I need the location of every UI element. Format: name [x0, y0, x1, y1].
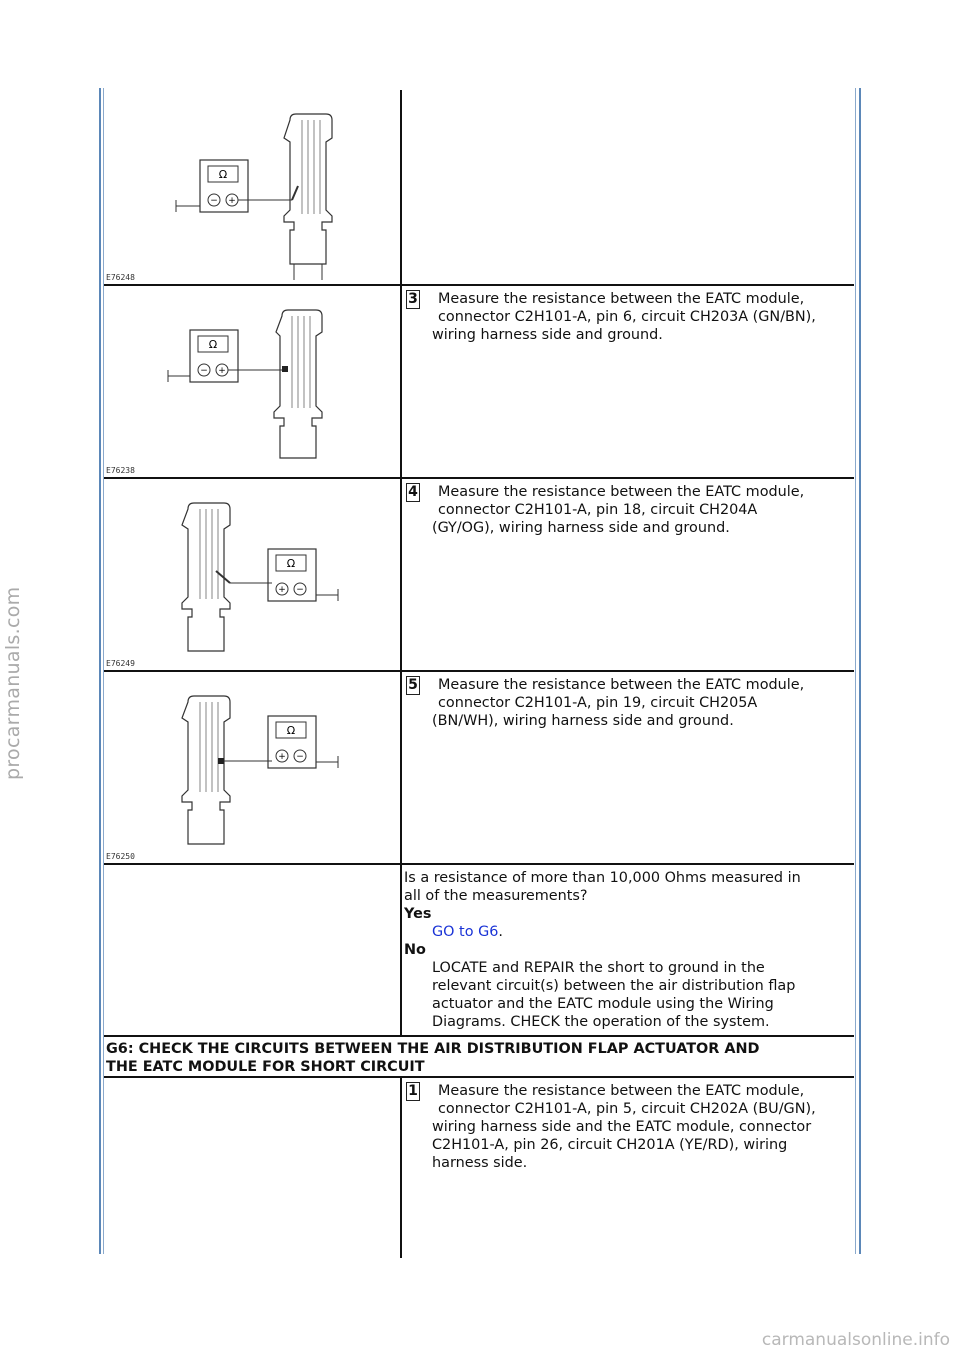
- step-text: [432, 290, 852, 344]
- connector-diagram-e76249: [104, 479, 400, 670]
- svg-text:−: −: [200, 366, 208, 376]
- svg-text:+: +: [278, 752, 286, 762]
- question-cell: [402, 865, 854, 1035]
- section-heading-line: THE EATC MODULE FOR SHORT CIRCUIT: [106, 1059, 425, 1075]
- table-row: [104, 479, 854, 672]
- svg-text:−: −: [296, 585, 304, 595]
- figure-cell: [104, 672, 402, 863]
- svg-text:Ω: Ω: [286, 557, 296, 570]
- step-text: [432, 1082, 852, 1172]
- no-line: actuator and the EATC module using the Wiring: [432, 996, 774, 1012]
- step-cell: [402, 672, 854, 863]
- step-line: (GY/OG), wiring harness side and ground.: [432, 520, 730, 536]
- step-number: 5: [406, 676, 420, 695]
- side-watermark: procarmanuals.com: [2, 586, 24, 780]
- procedure-table: [104, 90, 854, 1258]
- connector-diagram-e76250: [104, 672, 400, 863]
- step-number: 1: [406, 1082, 420, 1101]
- step-line: Measure the resistance between the EATC module,: [438, 677, 805, 693]
- frame-right-inner: [855, 88, 856, 1254]
- connector-diagram-e76238: [104, 286, 400, 477]
- table-row: [104, 90, 854, 286]
- svg-text:+: +: [218, 366, 226, 376]
- table-row: [104, 286, 854, 479]
- step-line: C2H101-A, pin 26, circuit CH201A (YE/RD), wiring: [432, 1137, 788, 1153]
- section-heading: [104, 1037, 854, 1078]
- table-row: [104, 1078, 854, 1258]
- step-line: Measure the resistance between the EATC module,: [438, 484, 805, 500]
- frame-left-outer: [99, 88, 101, 1254]
- step-line: harness side.: [432, 1155, 528, 1171]
- step-text: [432, 676, 852, 730]
- step-line: connector C2H101-A, pin 19, circuit CH205A: [438, 695, 758, 711]
- text-cell-empty: [402, 90, 854, 284]
- go-to-g6-link[interactable]: GO to G6: [432, 924, 499, 940]
- figure-label: E76250: [106, 852, 135, 861]
- svg-text:Ω: Ω: [286, 724, 296, 737]
- step-line: (BN/WH), wiring harness side and ground.: [432, 713, 734, 729]
- no-line: LOCATE and REPAIR the short to ground in the: [432, 960, 765, 976]
- step-text: [432, 483, 852, 537]
- step-number: 4: [406, 483, 420, 502]
- step-line: Measure the resistance between the EATC module,: [438, 1083, 805, 1099]
- no-line: Diagrams. CHECK the operation of the system.: [432, 1014, 770, 1030]
- question-text: all of the measurements?: [404, 888, 588, 904]
- svg-text:−: −: [210, 196, 218, 206]
- yes-label: Yes: [404, 906, 432, 922]
- step-cell: [402, 286, 854, 477]
- no-label: No: [404, 942, 426, 958]
- figure-label: E76238: [106, 466, 135, 475]
- empty-cell: [104, 1078, 402, 1258]
- step-line: Measure the resistance between the EATC module,: [438, 291, 805, 307]
- step-cell: [402, 479, 854, 670]
- section-heading-line: G6: CHECK THE CIRCUITS BETWEEN THE AIR DISTRIBUTION FLAP ACTUATOR AND: [106, 1041, 760, 1057]
- svg-text:Ω: Ω: [218, 168, 228, 181]
- connector-diagram-e76248: [104, 90, 400, 284]
- table-row: [104, 865, 854, 1037]
- svg-text:+: +: [228, 196, 236, 206]
- yes-action: [404, 923, 852, 941]
- step-line: connector C2H101-A, pin 5, circuit CH202A (BU/GN),: [438, 1101, 816, 1117]
- step-line: connector C2H101-A, pin 18, circuit CH204A: [438, 502, 758, 518]
- svg-text:−: −: [296, 752, 304, 762]
- yes-period: .: [498, 924, 503, 940]
- svg-text:Ω: Ω: [208, 338, 218, 351]
- no-line: relevant circuit(s) between the air distribution flap: [432, 978, 796, 994]
- figure-cell: [104, 286, 402, 477]
- step-cell: [402, 1078, 854, 1258]
- question-block: [402, 865, 854, 1033]
- empty-cell: [104, 865, 402, 1035]
- question-text: Is a resistance of more than 10,000 Ohms measured in: [404, 870, 801, 886]
- step-line: wiring harness side and the EATC module, connector: [432, 1119, 812, 1135]
- figure-cell: [104, 90, 402, 284]
- svg-text:+: +: [278, 585, 286, 595]
- figure-label: E76248: [106, 273, 135, 282]
- table-row: [104, 672, 854, 865]
- step-line: wiring harness side and ground.: [432, 327, 663, 343]
- step-line: connector C2H101-A, pin 6, circuit CH203A (GN/BN),: [438, 309, 816, 325]
- figure-cell: [104, 479, 402, 670]
- frame-right-outer: [859, 88, 861, 1254]
- step-number: 3: [406, 290, 420, 309]
- figure-label: E76249: [106, 659, 135, 668]
- bottom-watermark: carmanualsonline.info: [761, 1330, 950, 1350]
